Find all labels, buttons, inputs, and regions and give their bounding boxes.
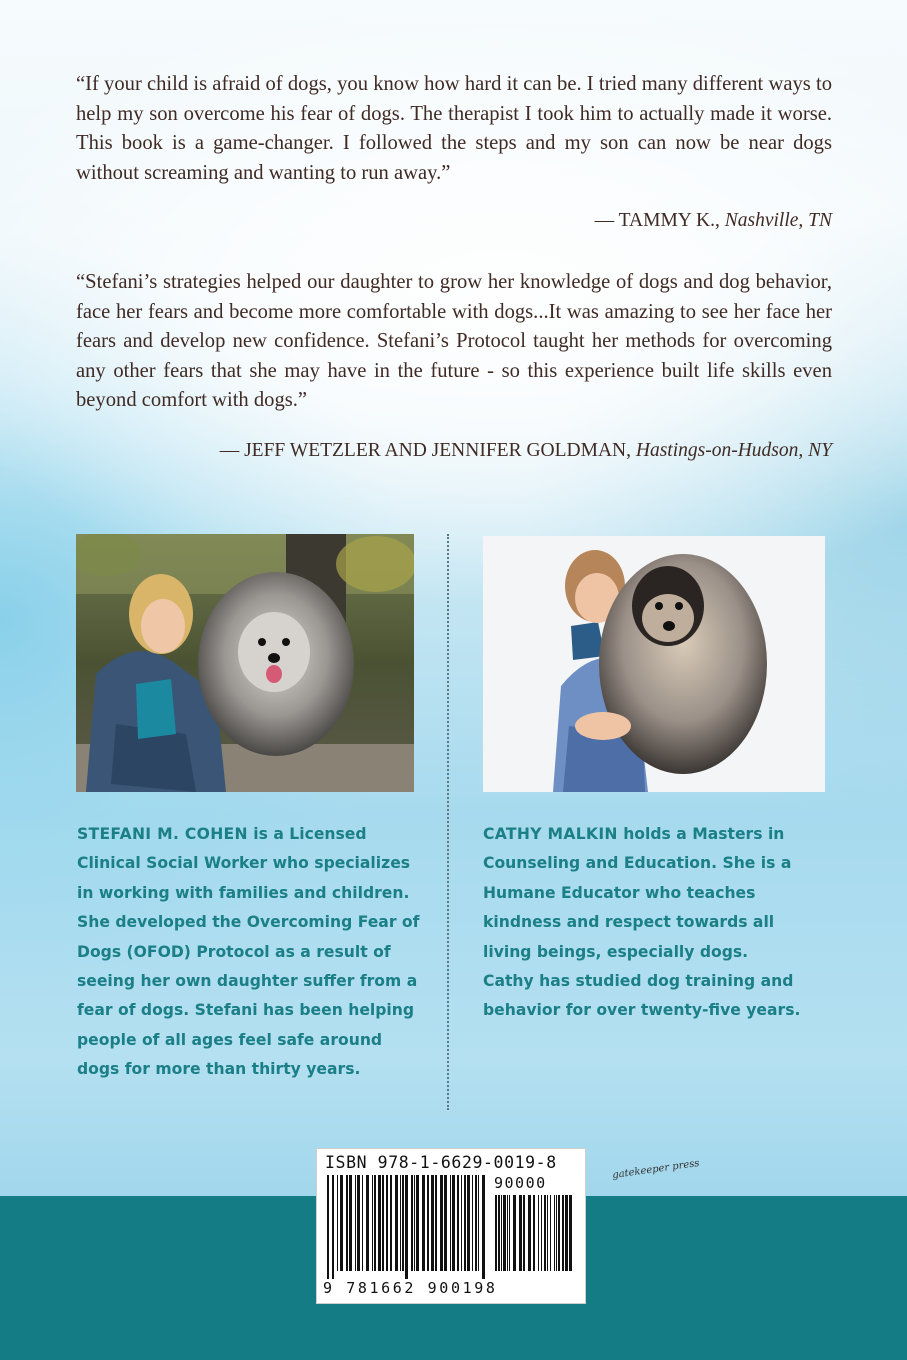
barcode-bar [558, 1195, 560, 1271]
barcode-bar [400, 1175, 401, 1271]
barcode-bar [452, 1175, 455, 1271]
bio-name: CATHY MALKIN [483, 825, 618, 843]
barcode-bar [362, 1175, 363, 1271]
barcode-bar [440, 1175, 443, 1271]
testimonial-attribution-1 [595, 210, 832, 232]
barcode-bar [569, 1195, 572, 1271]
bio-text: holds a Masters in Counseling and Education. She is a Humane Educator who teaches kindness and respect towards all living beings, especially dogs. Cathy has studied dog training and behavior for over twenty-five years. [483, 825, 801, 1020]
testimonial-quote-2: “Stefani’s strategies helped our daughter to grow her knowledge of dogs and dog behavior, face her fears and become more comfortable with dogs...It was amazing to see her face her fears and develop new confidence. Stefani’s Protocol taught her methods for overcoming any other fears that she may have in the future - so this experience built life skills even beyond comfort with dogs.” [76, 271, 832, 412]
bio-text: is a Licensed Clinical Social Worker who specializes in working with families and children. She developed the Overcoming Fear of Dogs (OFOD) Protocol as a result of seeing her own daughter suffer from a fear of dogs. Stefani has been helping people of all ages feel safe around dogs for more than thirty years. [77, 825, 420, 1079]
barcode-bar [327, 1175, 329, 1279]
barcode-bar [422, 1175, 425, 1271]
barcode-bar [435, 1175, 437, 1271]
barcode-bar [528, 1195, 531, 1271]
barcode-bar [402, 1175, 404, 1271]
bio-name: STEFANI M. COHEN [77, 825, 248, 843]
barcode-bar [340, 1175, 343, 1271]
barcode-bar [501, 1195, 502, 1271]
barcode-bar [547, 1195, 548, 1271]
barcode-bar [337, 1175, 338, 1271]
barcode-bar [533, 1195, 535, 1271]
attribution-author: — JEFF WETZLER AND JENNIFER GOLDMAN, [219, 440, 632, 461]
barcode-bar [482, 1175, 485, 1279]
testimonial-quote-1: “If your child is afraid of dogs, you know how hard it can be. I tried many different ways to help my son overcome his fear of dogs. The therapist I took him to actually made it worse. This book is a game-changer. I followed the steps and my son can now be near dogs without screaming and wanting to run away.” [76, 73, 832, 184]
barcode-bar [431, 1175, 434, 1271]
barcode-bar [541, 1195, 542, 1271]
barcode-bar [374, 1175, 376, 1271]
barcode-bar [411, 1175, 413, 1271]
barcode-bar [495, 1195, 497, 1271]
barcode-bar [507, 1195, 508, 1271]
barcode-bar [386, 1175, 388, 1271]
barcode-bar [461, 1175, 462, 1271]
barcode-bar [355, 1175, 356, 1271]
barcode-bar [556, 1195, 557, 1271]
barcode-bar [457, 1175, 459, 1271]
ean-barcode [327, 1175, 485, 1279]
barcode-bar [538, 1195, 539, 1271]
barcode-bar [372, 1175, 373, 1271]
barcode-bar [382, 1175, 384, 1271]
barcode-bar [472, 1175, 473, 1271]
barcode-bar [378, 1175, 381, 1271]
attribution-author: — TAMMY K., [594, 210, 720, 231]
barcode-bar [395, 1175, 398, 1271]
barcode-bar [509, 1195, 510, 1271]
barcode-bar [332, 1175, 334, 1279]
author-photo-stefani [76, 534, 414, 792]
barcode-bar [390, 1175, 392, 1271]
attribution-place: Hastings-on-Hudson, NY [635, 440, 832, 461]
barcode-bar [475, 1175, 477, 1271]
barcode-bar [357, 1175, 360, 1271]
price-code: 90000 [494, 1174, 547, 1192]
barcode-bar [405, 1175, 408, 1279]
barcode-bar [349, 1175, 352, 1271]
barcode-bar [513, 1195, 516, 1271]
author-bio-cathy [483, 820, 803, 1026]
barcode-bar [414, 1175, 415, 1271]
barcode-bar [444, 1175, 447, 1271]
testimonial-attribution-2 [220, 440, 832, 462]
barcode-bar [450, 1175, 451, 1271]
barcode-bar [366, 1175, 369, 1271]
barcode-bar [562, 1195, 564, 1271]
barcode-bar [554, 1195, 555, 1271]
barcode-bar [346, 1175, 348, 1271]
column-divider [447, 534, 449, 1110]
isbn-number: ISBN 978-1-6629-0019-8 [325, 1153, 557, 1172]
barcode-bar [416, 1175, 419, 1271]
price-addon-barcode [495, 1195, 575, 1279]
barcode-bar [503, 1195, 506, 1271]
barcode-bar [464, 1175, 466, 1271]
author-photo-cathy [483, 536, 825, 792]
barcode-bar [544, 1195, 546, 1271]
author-bio-stefani [77, 820, 429, 1085]
publisher-logo: gatekeeper press [611, 1157, 701, 1182]
barcode-bar [467, 1175, 470, 1271]
isbn-barcode-box [316, 1148, 586, 1304]
ean-digits: 9 781662 900198 [323, 1279, 498, 1297]
barcode-bar [550, 1195, 551, 1271]
attribution-place: Nashville, TN [724, 210, 832, 231]
barcode-bar [523, 1195, 525, 1271]
barcode-bar [519, 1195, 522, 1271]
barcode-bar [478, 1175, 479, 1271]
barcode-bar [427, 1175, 429, 1271]
barcode-bar [565, 1195, 568, 1271]
barcode-bar [498, 1195, 500, 1271]
